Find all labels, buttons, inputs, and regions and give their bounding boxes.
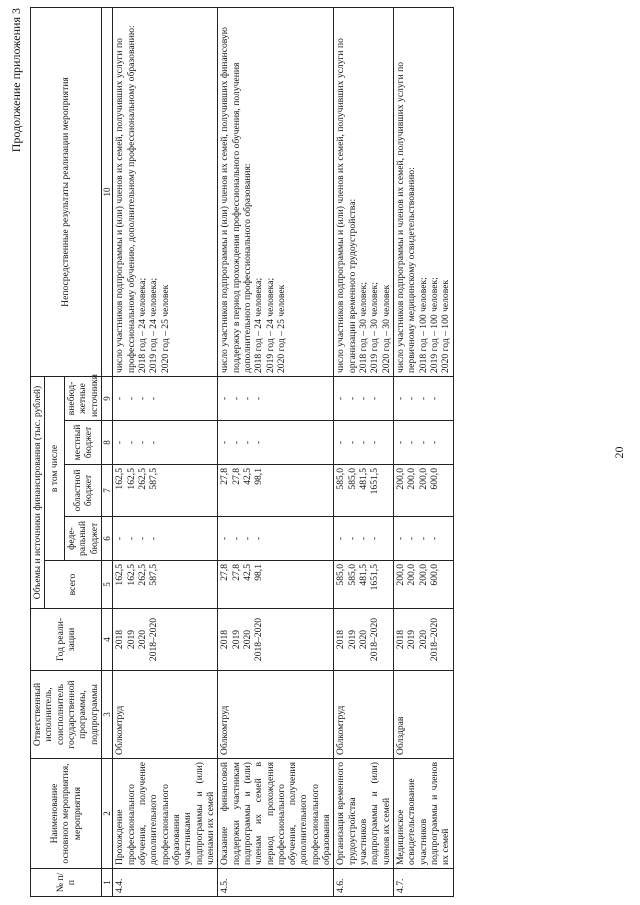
total-amounts-value: 200,0: [406, 564, 418, 586]
total-amounts-value: 587,5: [148, 564, 160, 586]
offbudget-amounts-value: -: [148, 396, 160, 401]
regional-amounts-value: 1651,5: [369, 468, 381, 495]
implementation-years-value: 2019: [346, 629, 358, 650]
header-total: всего: [45, 561, 102, 609]
federal-amounts-value: -: [428, 536, 440, 541]
federal-amounts-value: -: [230, 536, 242, 541]
result-description: число участников подпрограммы и членов их семей, получивших услуги по первичному медицинскому освидетельствованию:: [394, 61, 418, 373]
local-amounts-value: -: [230, 440, 242, 445]
result-year-target: 2018 год – 24 человека;: [253, 277, 265, 373]
header-federal: феде-ральный бюджет: [64, 517, 101, 561]
offbudget-amounts-value: -: [114, 396, 126, 401]
result-year-target: 2018 год – 30 человек;: [358, 282, 370, 373]
implementation-years-value: 2019: [125, 629, 137, 650]
total-amounts-value: 262,5: [137, 564, 149, 586]
measure-name: Медицинское освидетельствование участников подпрограммы и членов их семей: [393, 759, 453, 869]
regional-amounts-value: 42,5: [241, 468, 253, 485]
implementation-years-value: 2020: [137, 629, 149, 650]
page-number: 20: [612, 446, 626, 459]
local-amounts-value: -: [241, 440, 253, 445]
header-name: Наименование основного мероприятия, мероприятия: [31, 759, 102, 869]
regional-amounts-value: 27,8: [230, 468, 242, 485]
implementation-years-value: 2018–2020: [369, 617, 381, 662]
regional-amounts-value: 200,0: [417, 468, 429, 490]
local-amounts-value: -: [219, 440, 231, 445]
implementation-years-value: 2018–2020: [148, 617, 160, 662]
local-amounts-value: -: [406, 440, 418, 445]
local-amounts-value: -: [369, 440, 381, 445]
implementation-years-value: 2018–2020: [428, 617, 440, 662]
row-number: 4.7.: [393, 869, 453, 897]
result-year-target: 2019 год – 30 человек;: [369, 282, 381, 373]
measure-name: Оказание финансовой поддержки участникам подпрограммы и (или) членам их семей в период прохождения профессионального обучения, получения дополнительного профессионального образования: [218, 759, 334, 869]
federal-amounts: [334, 517, 394, 561]
offbudget-amounts: [218, 377, 334, 421]
offbudget-amounts-value: -: [417, 396, 429, 401]
total-amounts: [334, 561, 394, 609]
federal-amounts-value: -: [369, 536, 381, 541]
responsible-executor: Облздрав: [393, 671, 453, 759]
federal-amounts-value: -: [241, 536, 253, 541]
implementation-years-value: 2020: [417, 629, 429, 650]
total-amounts-value: 27,8: [230, 564, 242, 581]
offbudget-amounts-value: -: [346, 396, 358, 401]
table-row: [393, 8, 453, 897]
measure-name: Организация временного трудоустройства участников подпрограммы и (или) членов их семей: [334, 759, 394, 869]
local-amounts-value: -: [335, 440, 347, 445]
offbudget-amounts-value: -: [219, 396, 231, 401]
regional-amounts: [113, 465, 218, 517]
column-number: 6: [101, 517, 113, 561]
local-amounts-value: -: [428, 440, 440, 445]
implementation-years-value: 2020: [241, 629, 253, 650]
table-body: [113, 8, 453, 897]
total-amounts-value: 162,5: [125, 564, 137, 586]
continuation-label: Продолжение приложения 3: [9, 8, 23, 153]
measure-name: Прохождение профессионального обучения, получение дополнительного профессионального образования участниками подпрограммы и (или) членами их семей: [113, 759, 218, 869]
offbudget-amounts-value: -: [369, 396, 381, 401]
federal-amounts-value: -: [148, 536, 160, 541]
offbudget-amounts-value: -: [253, 396, 265, 401]
local-amounts-value: -: [137, 440, 149, 445]
regional-amounts: [218, 465, 334, 517]
federal-amounts-value: -: [346, 536, 358, 541]
result-year-target: 2019 год – 100 человек;: [428, 277, 440, 373]
local-amounts-value: -: [253, 440, 265, 445]
federal-amounts: [113, 517, 218, 561]
result-description: число участников подпрограммы и (или) членов их семей, получивших услуги по организации временного трудоустройства:: [335, 38, 358, 373]
offbudget-amounts-value: -: [241, 396, 253, 401]
offbudget-amounts-value: -: [358, 396, 370, 401]
total-amounts-value: 42,5: [241, 564, 253, 581]
offbudget-amounts: [113, 377, 218, 421]
regional-amounts: [393, 465, 453, 517]
regional-amounts-value: 98,1: [253, 468, 265, 485]
header-num: № п/п: [31, 869, 102, 897]
expected-results: [113, 8, 218, 377]
responsible-executor: Облкомтруд: [334, 671, 394, 759]
table-row: [218, 8, 334, 897]
total-amounts: [113, 561, 218, 609]
regional-amounts-value: 200,0: [406, 468, 418, 490]
row-number: 4.5.: [218, 869, 334, 897]
local-amounts: [393, 421, 453, 465]
offbudget-amounts-value: -: [125, 396, 137, 401]
federal-amounts: [218, 517, 334, 561]
offbudget-amounts: [334, 377, 394, 421]
program-table: [30, 7, 454, 897]
header-year: Год реали-зации: [31, 609, 102, 671]
header-regional: областной бюджет: [64, 465, 101, 517]
regional-amounts-value: 481,5: [358, 468, 370, 490]
expected-results: [393, 8, 453, 377]
header-offbudget: внебюд-жетные источники: [64, 377, 101, 421]
result-description: число участников подпрограммы и (или) членов их семей, получивших услуги по профессиональному обучению, дополнительному профессиональному образованию:: [114, 25, 137, 373]
implementation-years-value: 2020: [358, 629, 370, 650]
local-amounts-value: -: [125, 440, 137, 445]
federal-amounts: [393, 517, 453, 561]
federal-amounts-value: -: [137, 536, 149, 541]
federal-amounts-value: -: [253, 536, 265, 541]
header-responsible: Ответственный исполнитель, соисполнитель государственной программы, подпрограммы: [31, 671, 102, 759]
result-year-target: 2020 год – 25 человек: [275, 284, 287, 373]
local-amounts-value: -: [358, 440, 370, 445]
expected-results: [334, 8, 394, 377]
federal-amounts-value: -: [406, 536, 418, 541]
implementation-years: [334, 609, 394, 671]
header-including: в том числе: [45, 377, 65, 561]
responsible-executor: Облкомтруд: [113, 671, 218, 759]
total-amounts: [393, 561, 453, 609]
local-amounts: [113, 421, 218, 465]
total-amounts: [218, 561, 334, 609]
row-number: 4.4.: [113, 869, 218, 897]
result-year-target: 2018 год – 100 человек;: [417, 277, 429, 373]
implementation-years: [113, 609, 218, 671]
row-number: 4.6.: [334, 869, 394, 897]
total-amounts-value: 481,5: [358, 564, 370, 586]
federal-amounts-value: -: [417, 536, 429, 541]
implementation-years-value: 2018: [114, 629, 126, 650]
result-year-target: 2020 год – 25 человек: [159, 284, 171, 373]
result-year-target: 2019 год – 24 человека;: [148, 277, 160, 373]
regional-amounts-value: 600,0: [428, 468, 440, 490]
result-year-target: 2020 год – 100 человек: [440, 279, 452, 373]
regional-amounts-value: 162,5: [125, 468, 137, 490]
responsible-executor: Облкомтруд: [218, 671, 334, 759]
total-amounts-value: 27,8: [219, 564, 231, 581]
total-amounts-value: 585,0: [335, 564, 347, 586]
column-number: 2: [101, 759, 113, 869]
total-amounts-value: 162,5: [114, 564, 126, 586]
column-number: 10: [101, 8, 113, 377]
total-amounts-value: 200,0: [417, 564, 429, 586]
federal-amounts-value: -: [335, 536, 347, 541]
table-row: [113, 8, 218, 897]
local-amounts-value: -: [394, 440, 406, 445]
total-amounts-value: 600,0: [428, 564, 440, 586]
header-local: местный бюджет: [64, 421, 101, 465]
implementation-years-value: 2019: [230, 629, 242, 650]
implementation-years: [393, 609, 453, 671]
total-amounts-value: 200,0: [394, 564, 406, 586]
implementation-years-value: 2018: [394, 629, 406, 650]
regional-amounts-value: 200,0: [394, 468, 406, 490]
implementation-years-value: 2018: [335, 629, 347, 650]
local-amounts-value: -: [417, 440, 429, 445]
implementation-years-value: 2019: [406, 629, 418, 650]
local-amounts-value: -: [148, 440, 160, 445]
column-number: 7: [101, 465, 113, 517]
offbudget-amounts-value: -: [394, 396, 406, 401]
regional-amounts-value: 587,5: [148, 468, 160, 490]
federal-amounts-value: -: [114, 536, 126, 541]
result-year-target: 2020 год – 30 человек: [380, 284, 392, 373]
offbudget-amounts-value: -: [137, 396, 149, 401]
column-number: 8: [101, 421, 113, 465]
expected-results: [218, 8, 334, 377]
total-amounts-value: 98,1: [253, 564, 265, 581]
header-financing: Объемы и источники финансирования (тыс. рублей): [31, 377, 45, 609]
column-number: 9: [101, 377, 113, 421]
federal-amounts-value: -: [358, 536, 370, 541]
implementation-years: [218, 609, 334, 671]
header-results: Непосредственные результаты реализации мероприятия: [31, 8, 102, 377]
column-number: 5: [101, 561, 113, 609]
column-number: 3: [101, 671, 113, 759]
local-amounts-value: -: [346, 440, 358, 445]
table-row: [334, 8, 394, 897]
federal-amounts-value: -: [125, 536, 137, 541]
result-description: число участников подпрограммы и (или) членов их семей, получивших финансовую поддержку в период прохождения профессионального обучения, получения дополнительного профессионального образования:: [219, 27, 253, 373]
column-number: 4: [101, 609, 113, 671]
result-year-target: 2019 год – 24 человека;: [264, 277, 276, 373]
regional-amounts-value: 585,0: [335, 468, 347, 490]
implementation-years-value: 2018–2020: [253, 617, 265, 662]
offbudget-amounts: [393, 377, 453, 421]
offbudget-amounts-value: -: [335, 396, 347, 401]
local-amounts: [218, 421, 334, 465]
regional-amounts-value: 262,5: [137, 468, 149, 490]
total-amounts-value: 1651,5: [369, 564, 381, 591]
regional-amounts: [334, 465, 394, 517]
offbudget-amounts-value: -: [428, 396, 440, 401]
local-amounts-value: -: [114, 440, 126, 445]
implementation-years-value: 2018: [219, 629, 231, 650]
regional-amounts-value: 27,8: [219, 468, 231, 485]
federal-amounts-value: -: [219, 536, 231, 541]
total-amounts-value: 585,0: [346, 564, 358, 586]
offbudget-amounts-value: -: [230, 396, 242, 401]
offbudget-amounts-value: -: [406, 396, 418, 401]
regional-amounts-value: 162,5: [114, 468, 126, 490]
local-amounts: [334, 421, 394, 465]
federal-amounts-value: -: [394, 536, 406, 541]
column-number: 1: [101, 869, 113, 897]
regional-amounts-value: 585,0: [346, 468, 358, 490]
result-year-target: 2018 год – 24 человека;: [137, 277, 149, 373]
